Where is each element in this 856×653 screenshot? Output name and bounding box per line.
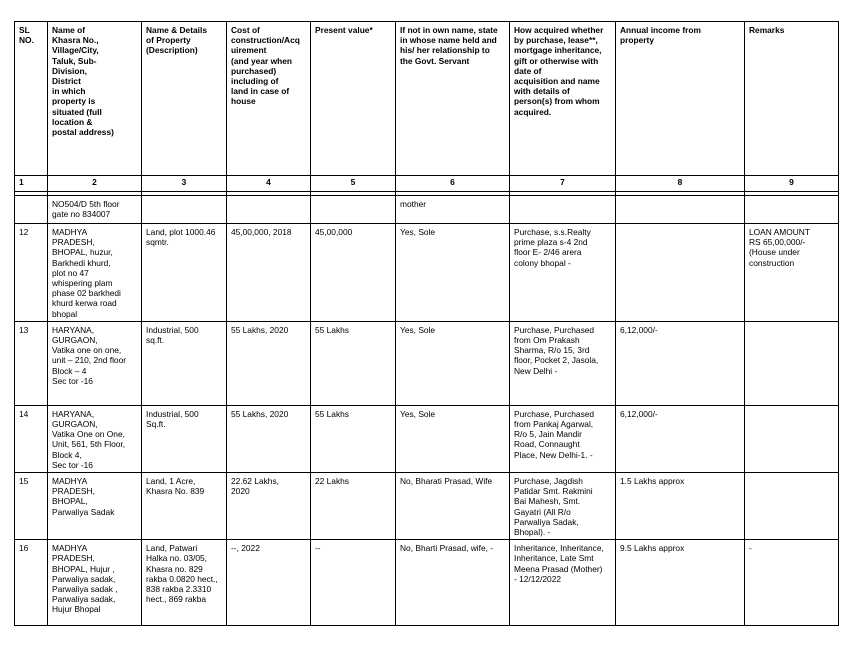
cell-holder: Yes, Sole: [396, 224, 510, 322]
cell-acquired: Purchase, Jagdish Patidar Smt. Rakmini Bai Mahesh, Smt. Gayatri (All R/o Parwaliya Sadak, Bhopal). -: [510, 473, 616, 540]
column-number: 8: [616, 176, 745, 192]
table-row: [15, 473, 839, 540]
header-remarks: Remarks: [745, 22, 839, 176]
cell-present-value: --: [311, 540, 396, 626]
cell-remarks: [745, 321, 839, 405]
table-row: [15, 405, 839, 472]
column-number: 3: [142, 176, 227, 192]
cell-sl-no: [15, 196, 48, 224]
cell-remarks: [745, 196, 839, 224]
cell-income: 6,12,000/-: [616, 321, 745, 405]
cell-location: MADHYA PRADESH, BHOPAL, Hujur , Parwaliya sadak, Parwaliya sadak , Parwaliya sadak, Hujur Bhopal: [48, 540, 142, 626]
cell-present-value: 45,00,000: [311, 224, 396, 322]
column-number: 1: [15, 176, 48, 192]
cell-cost: 55 Lakhs, 2020: [227, 405, 311, 472]
column-number: 7: [510, 176, 616, 192]
cell-cost: --, 2022: [227, 540, 311, 626]
cell-location: MADHYA PRADESH, BHOPAL, Parwaliya Sadak: [48, 473, 142, 540]
cell-income: 6,12,000/-: [616, 405, 745, 472]
cell-holder: Yes, Sole: [396, 405, 510, 472]
cell-present-value: 22 Lakhs: [311, 473, 396, 540]
cell-location: MADHYA PRADESH, BHOPAL, huzur, Barkhedi khurd, plot no 47 whispering plam phase 02 barkhedi khurd kerwa road bhopal: [48, 224, 142, 322]
column-number-row: [15, 176, 839, 192]
table-row: [15, 224, 839, 322]
cell-income: 9.5 Lakhs approx: [616, 540, 745, 626]
cell-description: Land, plot 1000.46 sqmtr.: [142, 224, 227, 322]
cell-holder: Yes, Sole: [396, 321, 510, 405]
table-row: [15, 196, 839, 224]
cell-holder: No, Bharti Prasad, wife, -: [396, 540, 510, 626]
cell-sl-no: 16: [15, 540, 48, 626]
cell-remarks: -: [745, 540, 839, 626]
cell-sl-no: 14: [15, 405, 48, 472]
cell-sl-no: 13: [15, 321, 48, 405]
column-number: 9: [745, 176, 839, 192]
cell-acquired: Inheritance, Inheritance, Inheritance, Late Smt Meena Prasad (Mother) - 12/12/2022: [510, 540, 616, 626]
column-number: 5: [311, 176, 396, 192]
header-sl-no: SL NO.: [15, 22, 48, 176]
cell-cost: 45,00,000, 2018: [227, 224, 311, 322]
cell-acquired: Purchase, s.s.Realty prime plaza s-4 2nd floor E- 2/46 arera colony bhopal -: [510, 224, 616, 322]
cell-sl-no: 12: [15, 224, 48, 322]
cell-acquired: Purchase, Purchased from Om Prakash Sharma, R/o 15, 3rd floor, Pocket 2, Jasola, New Delhi -: [510, 321, 616, 405]
header-description: Name & Details of Property (Description): [142, 22, 227, 176]
cell-remarks: LOAN AMOUNT RS 65,00,000/- (House under construction: [745, 224, 839, 322]
cell-description: Industrial, 500 sq.ft.: [142, 321, 227, 405]
header-holder: If not in own name, state in whose name held and his/ her relationship to the Govt. Servant: [396, 22, 510, 176]
cell-holder: mother: [396, 196, 510, 224]
header-acquired: How acquired whether by purchase, lease**, mortgage inheritance, gift or otherwise with date of acquisition and name with details of person(s) from whom acquired.: [510, 22, 616, 176]
cell-holder: No, Bharati Prasad, Wife: [396, 473, 510, 540]
header-cost: Cost of construction/Acq uirement (and year when purchased) including of land in case of house: [227, 22, 311, 176]
cell-income: [616, 224, 745, 322]
cell-remarks: [745, 405, 839, 472]
column-number: 6: [396, 176, 510, 192]
table-row: [15, 540, 839, 626]
cell-present-value: 55 Lakhs: [311, 321, 396, 405]
column-number: 2: [48, 176, 142, 192]
column-number: 4: [227, 176, 311, 192]
property-table: [14, 21, 839, 626]
cell-location: NO504/D 5th floor gate no 834007: [48, 196, 142, 224]
cell-present-value: 55 Lakhs: [311, 405, 396, 472]
cell-description: [142, 196, 227, 224]
cell-remarks: [745, 473, 839, 540]
cell-description: Land, 1 Acre, Khasra No. 839: [142, 473, 227, 540]
header-present-value: Present value*: [311, 22, 396, 176]
cell-location: HARYANA, GURGAON, Vatika One on One, Unit, 561, 5th Floor, Block 4, Sec tor -16: [48, 405, 142, 472]
table-row: [15, 321, 839, 405]
cell-cost: 22.62 Lakhs, 2020: [227, 473, 311, 540]
cell-income: 1.5 Lakhs approx: [616, 473, 745, 540]
cell-acquired: Purchase, Purchased from Pankaj Agarwal, R/o 5, Jain Mandir Road, Connaught Place, New Delhi-1. -: [510, 405, 616, 472]
header-income: Annual income from property: [616, 22, 745, 176]
cell-description: Land, Patwari Halka no. 03/05, Khasra no. 829 rakba 0.0820 hect., 838 rakba 2.3310 hect., 869 rakba: [142, 540, 227, 626]
header-row: [15, 22, 839, 176]
cell-acquired: [510, 196, 616, 224]
header-location: Name of Khasra No., Village/City, Taluk, Sub- Division, District in which property is situated (full location & postal address): [48, 22, 142, 176]
cell-description: Industrial, 500 Sq.ft.: [142, 405, 227, 472]
cell-cost: [227, 196, 311, 224]
cell-cost: 55 Lakhs, 2020: [227, 321, 311, 405]
cell-income: [616, 196, 745, 224]
cell-present-value: [311, 196, 396, 224]
cell-sl-no: 15: [15, 473, 48, 540]
cell-location: HARYANA, GURGAON, Vatika one on one, unit – 210, 2nd floor Block – 4 Sec tor -16: [48, 321, 142, 405]
